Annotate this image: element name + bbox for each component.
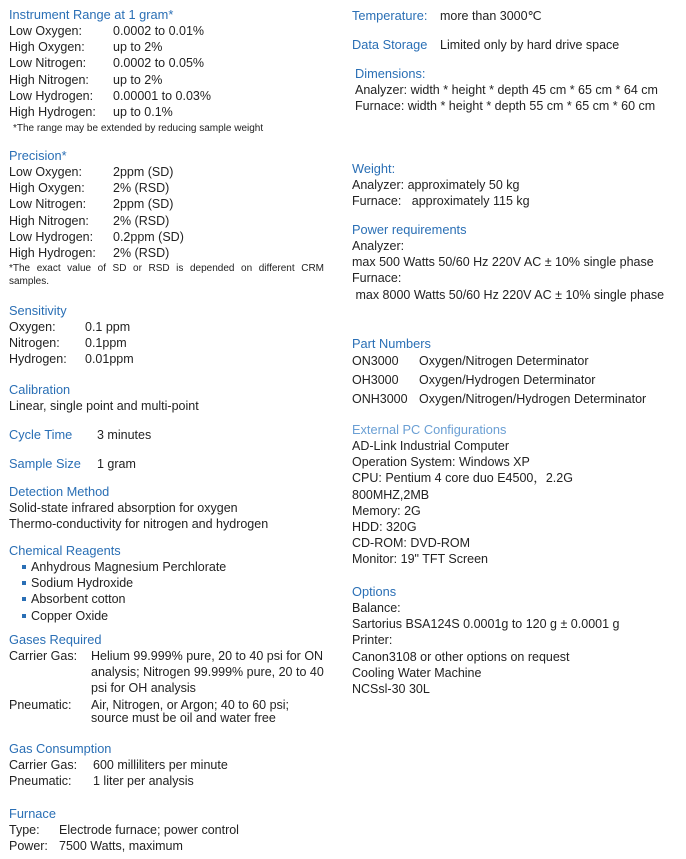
data-storage-section [352, 37, 682, 53]
pc-config-line: 800MHZ,2MB [352, 487, 430, 502]
precision-section [9, 148, 339, 288]
range-row: Low Nitrogen: 0.0002 to 0.05% [9, 56, 205, 71]
pc-config-line: Operation System: Windows XP [352, 455, 530, 470]
cycle-time-section [9, 427, 339, 443]
pc-config-line: AD-Link Industrial Computer [352, 439, 510, 453]
calibration-text: Linear, single point and multi-point [9, 399, 199, 413]
dimensions-analyzer: Analyzer: width * height * depth 45 cm * 65 cm * 64 cm [355, 83, 658, 97]
options-section [352, 584, 682, 697]
sample-size-section [9, 456, 339, 472]
calibration-section [9, 382, 339, 414]
instrument-range-rows [9, 23, 339, 120]
reagent-list-item: Anhydrous Magnesium Perchlorate [9, 559, 339, 575]
options-line: NCSsl-30 30L [352, 682, 430, 697]
consumption-row: Carrier Gas: 600 milliliters per minute [9, 758, 228, 772]
gases-required-heading: Gases Required [9, 632, 102, 647]
temperature-section [352, 8, 682, 24]
sensitivity-section [9, 303, 339, 368]
reagent-list-item: Sodium Hydroxide [9, 575, 339, 591]
weight-heading: Weight: [352, 161, 396, 176]
pc-config-line: Monitor: 19" TFT Screen [352, 552, 488, 567]
furnace-row: Power: 7500 Watts, maximum [9, 839, 183, 854]
pc-config-line: HDD: 320G [352, 520, 417, 535]
gas-consumption-heading: Gas Consumption [9, 741, 112, 756]
power-analyzer-spec: max 500 Watts 50/60 Hz 220V AC ± 10% single phase [352, 255, 654, 270]
options-line: Canon3108 or other options on request [352, 649, 570, 664]
range-row: High Oxygen: up to 2% [9, 40, 163, 55]
calibration-heading: Calibration [9, 382, 71, 397]
precision-heading: Precision* [9, 148, 67, 163]
furnace-section [9, 806, 339, 854]
precision-row: High Hydrogen: 2% (RSD) [9, 246, 170, 261]
data-storage-value: Limited only by hard drive space [440, 38, 620, 52]
options-heading: Options [352, 584, 397, 599]
consumption-row: Pneumatic: 1 liter per analysis [9, 774, 194, 789]
options-line: Balance: [352, 601, 401, 615]
part-number-row: ONH3000 Oxygen/Nitrogen/Hydrogen Determinator [352, 392, 647, 406]
range-footnote: *The range may be extended by reducing sample weight [13, 123, 264, 135]
range-row: Low Hydrogen: 0.00001 to 0.03% [9, 88, 211, 103]
pneumatic-row: Pneumatic: Air, Nitrogen, or Argon; 40 to 60 psi; source must be oil and water free [9, 697, 290, 725]
instrument-range-heading: Instrument Range at 1 gram* [9, 7, 174, 22]
detection-line: Thermo-conductivity for nitrogen and hydrogen [9, 517, 269, 532]
options-line: Printer: [352, 633, 393, 648]
cycle-time-heading: Cycle Time [9, 427, 73, 442]
detection-method-section [9, 484, 339, 532]
chemical-reagents-heading: Chemical Reagents [9, 543, 121, 558]
detection-line: Solid-state infrared absorption for oxygen [9, 501, 238, 515]
dimensions-heading: Dimensions: [355, 66, 426, 81]
part-numbers-heading: Part Numbers [352, 336, 431, 351]
weight-line: Analyzer: approximately 50 kg [352, 178, 520, 192]
data-storage-heading: Data Storage [352, 37, 428, 52]
dimensions-section [355, 66, 685, 114]
part-number-row: OH3000 Oxygen/Hydrogen Determinator [352, 373, 596, 387]
sensitivity-row: Hydrogen: 0.01ppm [9, 352, 134, 367]
range-row: High Nitrogen: up to 2% [9, 72, 163, 87]
dimensions-furnace: Furnace: width * height * depth 55 cm * 65 cm * 60 cm [355, 99, 656, 114]
precision-row: Low Nitrogen: 2ppm (SD) [9, 197, 174, 212]
power-furnace-label: Furnace: [352, 271, 402, 286]
carrier-gas-row: Carrier Gas: Helium 99.999% pure, 20 to 40 psi for ON analysis; Nitrogen 99.999% pure, 20 to 40 psi for OH analysis [9, 649, 324, 696]
furnace-heading: Furnace [9, 806, 56, 821]
pc-config-section [352, 422, 682, 568]
sensitivity-row: Oxygen: 0.1 ppm [9, 320, 131, 334]
precision-row: Low Oxygen: 2ppm (SD) [9, 165, 174, 179]
weight-section [352, 161, 682, 209]
furnace-row: Type: Electrode furnace; power control [9, 823, 239, 837]
reagent-list-item: Copper Oxide [9, 608, 339, 624]
options-line: Sartorius BSA124S 0.0001g to 120 g ± 0.0001 g [352, 617, 620, 632]
pc-config-heading: External PC Configurations [352, 422, 507, 437]
power-furnace-spec: max 8000 Watts 50/60 Hz 220V AC ± 10% single phase [352, 287, 665, 302]
part-numbers-section [352, 336, 682, 409]
sample-size-value: 1 gram [97, 457, 136, 471]
temperature-heading: Temperature: [352, 8, 428, 23]
sample-size-heading: Sample Size [9, 456, 81, 471]
pc-config-line: CD-ROM: DVD-ROM [352, 536, 471, 551]
range-row: High Hydrogen: up to 0.1% [9, 105, 173, 120]
detection-method-heading: Detection Method [9, 484, 110, 499]
power-section [352, 222, 682, 303]
part-number-row: ON3000 Oxygen/Nitrogen Determinator [352, 354, 589, 368]
sensitivity-heading: Sensitivity [9, 303, 67, 318]
precision-row: High Nitrogen: 2% (RSD) [9, 213, 170, 228]
power-analyzer-label: Analyzer: [352, 239, 405, 253]
cycle-time-value: 3 minutes [97, 428, 152, 442]
instrument-range-section [9, 7, 339, 135]
sensitivity-row: Nitrogen: 0.1ppm [9, 336, 127, 351]
temperature-value: more than 3000℃ [440, 9, 542, 23]
range-row: Low Oxygen: 0.0002 to 0.01% [9, 24, 205, 38]
pc-config-line: Memory: 2G [352, 503, 421, 518]
gases-required-section [9, 632, 339, 725]
options-line: Cooling Water Machine [352, 665, 482, 680]
precision-row: Low Hydrogen: 0.2ppm (SD) [9, 229, 184, 244]
reagent-list-item: Absorbent cotton [9, 591, 339, 607]
pc-config-line: CPU: Pentium 4 core duo E4500，2.2G [352, 471, 573, 486]
chemical-reagents-section [9, 543, 339, 624]
precision-footnote: *The exact value of SD or RSD is depended on different CRM samples. [9, 263, 324, 288]
precision-row: High Oxygen: 2% (RSD) [9, 181, 170, 196]
weight-line: Furnace: approximately 115 kg [352, 194, 530, 209]
gas-consumption-section [9, 741, 339, 789]
power-heading: Power requirements [352, 222, 467, 237]
